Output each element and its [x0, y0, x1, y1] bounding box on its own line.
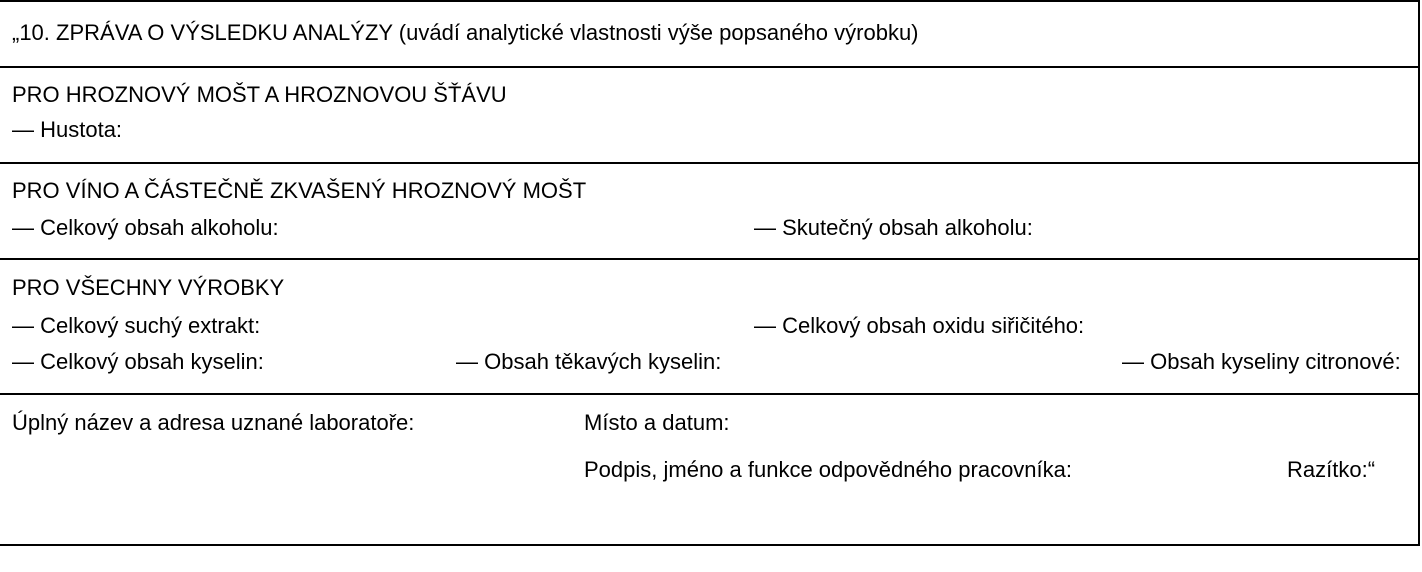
all-products-heading: PRO VŠECHNY VÝROBKY [12, 275, 285, 300]
wine-heading: PRO VÍNO A ČÁSTEČNĚ ZKVAŠENÝ HROZNOVÝ MOŠT [12, 178, 587, 203]
total-acidity-label: — Celkový obsah kyselin: [12, 349, 264, 374]
section-divider [0, 162, 1420, 164]
density-label: — Hustota: [12, 117, 123, 142]
sulphur-dioxide-label: — Celkový obsah oxidu siřičitého: [754, 313, 1085, 338]
citric-acid-label: — Obsah kyseliny citronové: [1122, 349, 1401, 374]
dry-extract-label: — Celkový suchý extrakt: [12, 313, 261, 338]
signature-label: Podpis, jméno a funkce odpovědného pracovníka: [584, 457, 1072, 482]
section-divider [0, 393, 1420, 395]
actual-alcohol-label: — Skutečný obsah alkoholu: [754, 215, 1033, 240]
stamp-label: Razítko:“ [1287, 457, 1376, 482]
volatile-acidity-label: — Obsah těkavých kyselin: [456, 349, 722, 374]
total-alcohol-label: — Celkový obsah alkoholu: [12, 215, 279, 240]
must-heading: PRO HROZNOVÝ MOŠT A HROZNOVOU ŠŤÁVU [12, 82, 507, 107]
lab-name-address-label: Úplný název a adresa uznané laboratoře: [12, 410, 415, 435]
place-date-label: Místo a datum: [584, 410, 730, 435]
section-divider [0, 66, 1420, 68]
section-title: „10. ZPRÁVA O VÝSLEDKU ANALÝZY (uvádí analytické vlastnosti výše popsaného výrobku) [12, 20, 919, 45]
section-divider [0, 258, 1420, 260]
